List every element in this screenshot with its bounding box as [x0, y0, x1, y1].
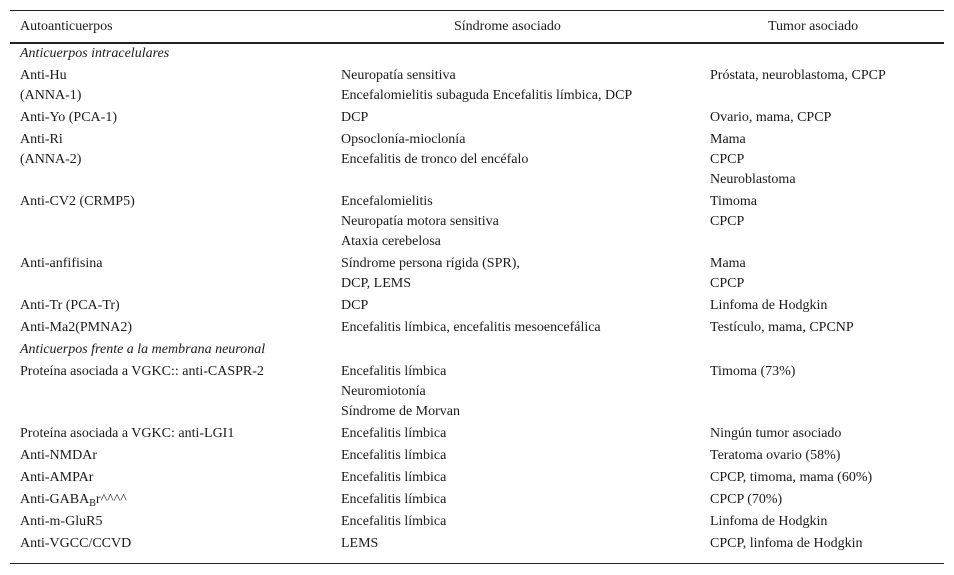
- header-tumor: Tumor asociado: [768, 19, 859, 34]
- antibody-cell: [20, 254, 102, 274]
- cell-line: Síndrome de Morvan: [341, 404, 460, 419]
- syndrome-cell: [341, 66, 632, 106]
- cell-line: Encefalitis límbica: [341, 448, 447, 463]
- antibody-sub: B: [89, 498, 96, 509]
- cell-line: Anti-m-GluR5: [20, 514, 103, 529]
- antibody-cell: [20, 512, 102, 532]
- antibody-cell: [20, 534, 131, 554]
- cell-line: Mama: [710, 256, 746, 271]
- syndrome-cell: [341, 468, 446, 488]
- cell-line: Encefalitis límbica: [341, 426, 447, 441]
- header-sindrome: Síndrome asociado: [454, 19, 561, 34]
- cell-line: Encefalomielitis: [341, 194, 433, 209]
- antibody-cell: [20, 192, 135, 212]
- syndrome-cell: [341, 446, 446, 466]
- cell-line: CPCP (70%): [710, 492, 783, 507]
- cell-line: Anti-CV2 (CRMP5): [20, 194, 135, 209]
- tumor-cell: [710, 66, 886, 86]
- tumor-cell: [710, 362, 795, 382]
- cell-line: DCP, LEMS: [341, 276, 412, 291]
- tumor-cell: [710, 130, 796, 190]
- syndrome-cell: [341, 296, 368, 316]
- antibody-post: r^^^^: [95, 492, 127, 507]
- cell-line: Anti-NMDAr: [20, 448, 97, 463]
- cell-line: Neuromiotonía: [341, 384, 426, 399]
- cell-line: CPCP: [710, 152, 745, 167]
- cell-line: CPCP, timoma, mama (60%): [710, 470, 873, 485]
- cell-line: Mama: [710, 132, 746, 147]
- cell-line: CPCP: [710, 214, 745, 229]
- cell-line: Encefalitis límbica, encefalitis mesoencefálica: [341, 320, 601, 335]
- cell-line: Neuropatía motora sensitiva: [341, 214, 499, 229]
- syndrome-cell: [341, 318, 601, 338]
- cell-line: Anti-Yo (PCA-1): [20, 110, 117, 125]
- tumor-cell: [710, 490, 782, 510]
- cell-line: Anti-Ma2(PMNA2): [20, 320, 132, 335]
- antibody-cell: [20, 446, 97, 466]
- tumor-cell: [710, 318, 854, 338]
- cell-line: Encefalitis de tronco del encéfalo: [341, 152, 529, 167]
- antibody-pre: Anti-GABA: [20, 492, 90, 507]
- syndrome-cell: [341, 108, 368, 128]
- cell-line: Ataxia cerebelosa: [341, 234, 441, 249]
- syndrome-cell: [341, 512, 446, 532]
- syndrome-cell: [341, 254, 520, 294]
- syndrome-cell: [341, 490, 446, 510]
- tumor-cell: [710, 512, 827, 532]
- cell-line: Encefalitis límbica: [341, 470, 447, 485]
- cell-line: Proteína asociada a VGKC:: anti-CASPR-2: [20, 364, 264, 379]
- section-title: Anticuerpos intracelulares: [20, 46, 170, 61]
- bottom-rule: [10, 563, 944, 564]
- cell-line: Linfoma de Hodgkin: [710, 298, 828, 313]
- cell-line: Ovario, mama, CPCP: [710, 110, 832, 125]
- cell-line: Próstata, neuroblastoma, CPCP: [710, 68, 886, 83]
- cell-line: Neuropatía sensitiva: [341, 68, 456, 83]
- cell-line: Encefalitis límbica: [341, 514, 447, 529]
- cell-line: Anti-Ri: [20, 132, 63, 147]
- cell-line: Anti-VGCC/CCVD: [20, 536, 132, 551]
- antibody-cell: [20, 66, 81, 106]
- cell-line: CPCP, linfoma de Hodgkin: [710, 536, 863, 551]
- header-autoanticuerpos: Autoanticuerpos: [20, 19, 113, 34]
- cell-line: Linfoma de Hodgkin: [710, 514, 828, 529]
- antibody-cell: [20, 130, 81, 170]
- cell-line: Ningún tumor asociado: [710, 426, 842, 441]
- tumor-cell: [710, 468, 872, 488]
- syndrome-cell: [341, 424, 446, 444]
- tumor-cell: [710, 192, 757, 232]
- cell-line: Anti-AMPAr: [20, 470, 94, 485]
- syndrome-cell: [341, 362, 460, 422]
- cell-line: Encefalitis límbica: [341, 492, 447, 507]
- syndrome-cell: [341, 192, 499, 252]
- antibody-cell: [20, 296, 120, 316]
- cell-line: CPCP: [710, 276, 745, 291]
- cell-line: Neuroblastoma: [710, 172, 796, 187]
- cell-line: LEMS: [341, 536, 379, 551]
- antibody-cell: [20, 424, 234, 444]
- antibody-cell: [20, 108, 117, 128]
- cell-line: Encefalitis límbica: [341, 364, 447, 379]
- cell-line: Encefalomielitis subaguda Encefalitis límbica, DCP: [341, 88, 633, 103]
- tumor-cell: [710, 534, 862, 554]
- antibody-cell: [20, 490, 127, 510]
- cell-line: Anti-Tr (PCA-Tr): [20, 298, 120, 313]
- cell-line: Anti-Hu: [20, 68, 67, 83]
- syndrome-cell: [341, 534, 378, 554]
- cell-line: Timoma (73%): [710, 364, 796, 379]
- syndrome-cell: [341, 130, 528, 170]
- cell-line: Síndrome persona rígida (SPR),: [341, 256, 520, 271]
- cell-line: Opsoclonía-mioclonía: [341, 132, 466, 147]
- tumor-cell: [710, 254, 746, 294]
- antibody-cell: [20, 318, 132, 338]
- cell-line: [20, 490, 127, 510]
- cell-line: DCP: [341, 110, 369, 125]
- section-title: Anticuerpos frente a la membrana neuronal: [20, 342, 266, 357]
- cell-line: (ANNA-2): [20, 152, 82, 167]
- antibody-cell: [20, 468, 93, 488]
- cell-line: Timoma: [710, 194, 757, 209]
- cell-line: (ANNA-1): [20, 88, 82, 103]
- cell-line: Proteína asociada a VGKC: anti-LGI1: [20, 426, 235, 441]
- cell-line: Teratoma ovario (58%): [710, 448, 841, 463]
- tumor-cell: [710, 296, 827, 316]
- cell-line: Anti-anfifisina: [20, 256, 103, 271]
- tumor-cell: [710, 424, 841, 444]
- tumor-cell: [710, 108, 831, 128]
- cell-line: Testículo, mama, CPCNP: [710, 320, 854, 335]
- cell-line: DCP: [341, 298, 369, 313]
- top-rule: [10, 10, 944, 11]
- tumor-cell: [710, 446, 840, 466]
- antibody-cell: [20, 362, 264, 382]
